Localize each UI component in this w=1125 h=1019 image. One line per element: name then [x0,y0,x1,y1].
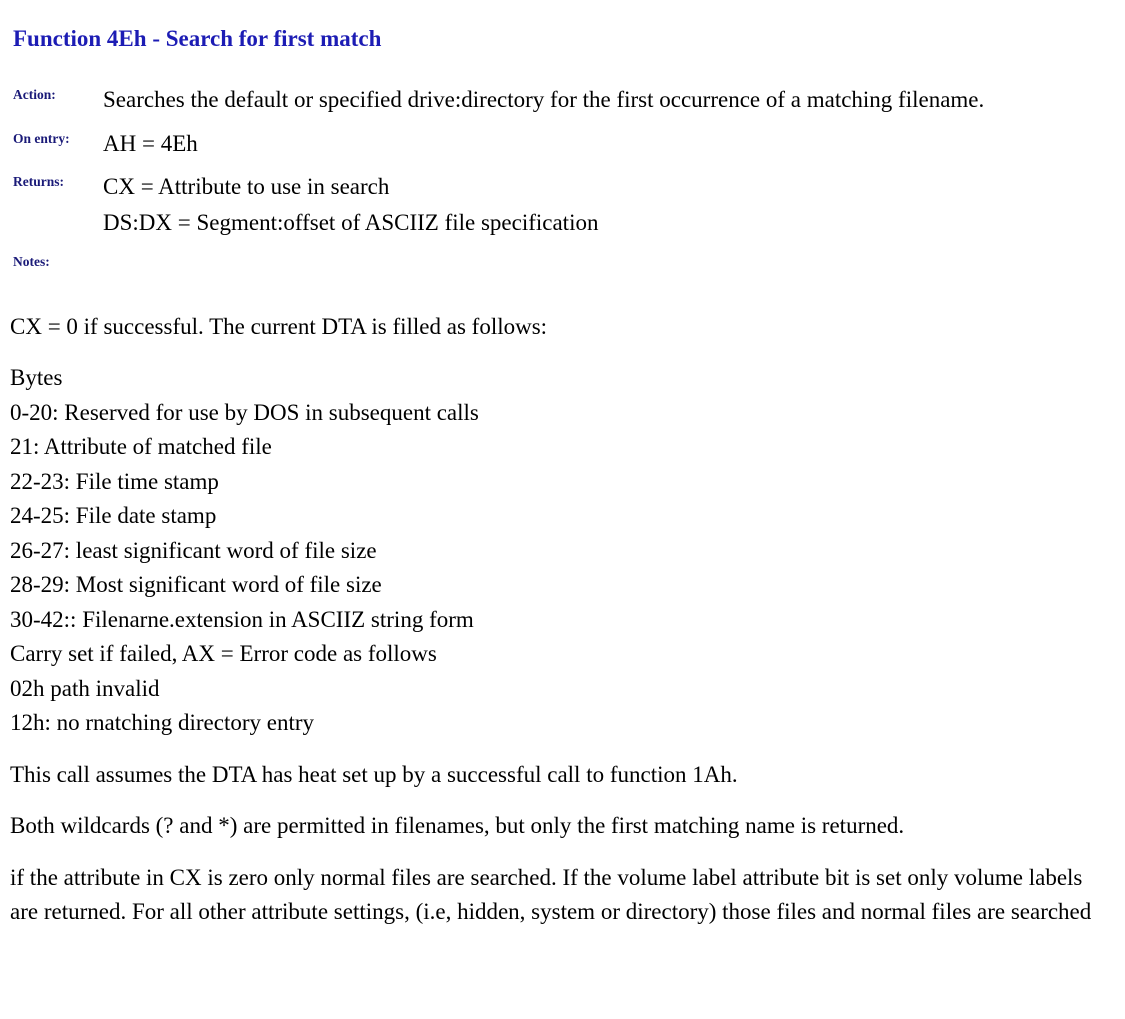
dta-byte-line: Bytes [10,365,63,390]
returns-lines [103,169,1111,242]
page-title: Function 4Eh - Search for first match [13,26,382,51]
dta-byte-line: 30-42:: Filenarne.extension in ASCIIZ string form [10,606,474,632]
action-text: Searches the default or specified drive:directory for the first occurrence of a matching filename. [103,87,985,113]
dta-byte-line: 12h: no rnatching directory entry [10,710,315,735]
dta-byte-line: 24-25: File date stamp [10,503,217,528]
dta-byte-line: 26-27: least significant word of file size [10,537,377,563]
note-paragraph: if the attribute in CX is zero only normal files are searched. If the volume label attribute bit is set only volume labels are returned. For all other attribute settings, (i.e, hidden, system or directory) those files and normal files are searched [10,864,1092,924]
dta-intro-paragraph: CX = 0 if successful. The current DTA is filled as follows: [10,313,548,339]
function-detail-rows [10,82,1111,271]
dta-byte-line: 21: Attribute of matched file [10,434,272,459]
dta-byte-line: 22-23: File time stamp [10,468,219,494]
on-entry-row [10,126,1111,162]
notes-content-empty [103,249,1111,272]
dta-byte-line: 0-20: Reserved for use by DOS in subsequent calls [10,399,479,425]
returns-label: Returns: [13,173,64,189]
notes-body [10,310,1111,930]
on-entry-value: AH = 4Eh [103,130,198,156]
dta-bytes-list [10,361,1111,741]
note-paragraph: Both wildcards (? and *) are permitted in filenames, but only the first matching name is returned. [10,813,905,838]
notes-label: Notes: [13,253,50,269]
note-paragraph: This call assumes the DTA has heat set up by a successful call to function 1Ah. [10,761,738,787]
action-label: Action: [13,87,56,103]
dta-byte-line: Carry set if failed, AX = Error code as follows [10,641,437,666]
returns-line: CX = Attribute to use in search [103,173,390,199]
dta-byte-line: 02h path invalid [10,675,160,701]
dta-byte-line: 28-29: Most significant word of file size [10,572,382,597]
returns-row [10,169,1111,242]
notes-row [10,249,1111,272]
on-entry-label: On entry: [13,130,70,146]
action-row [10,82,1111,118]
returns-line: DS:DX = Segment:offset of ASCIIZ file specification [103,210,599,236]
